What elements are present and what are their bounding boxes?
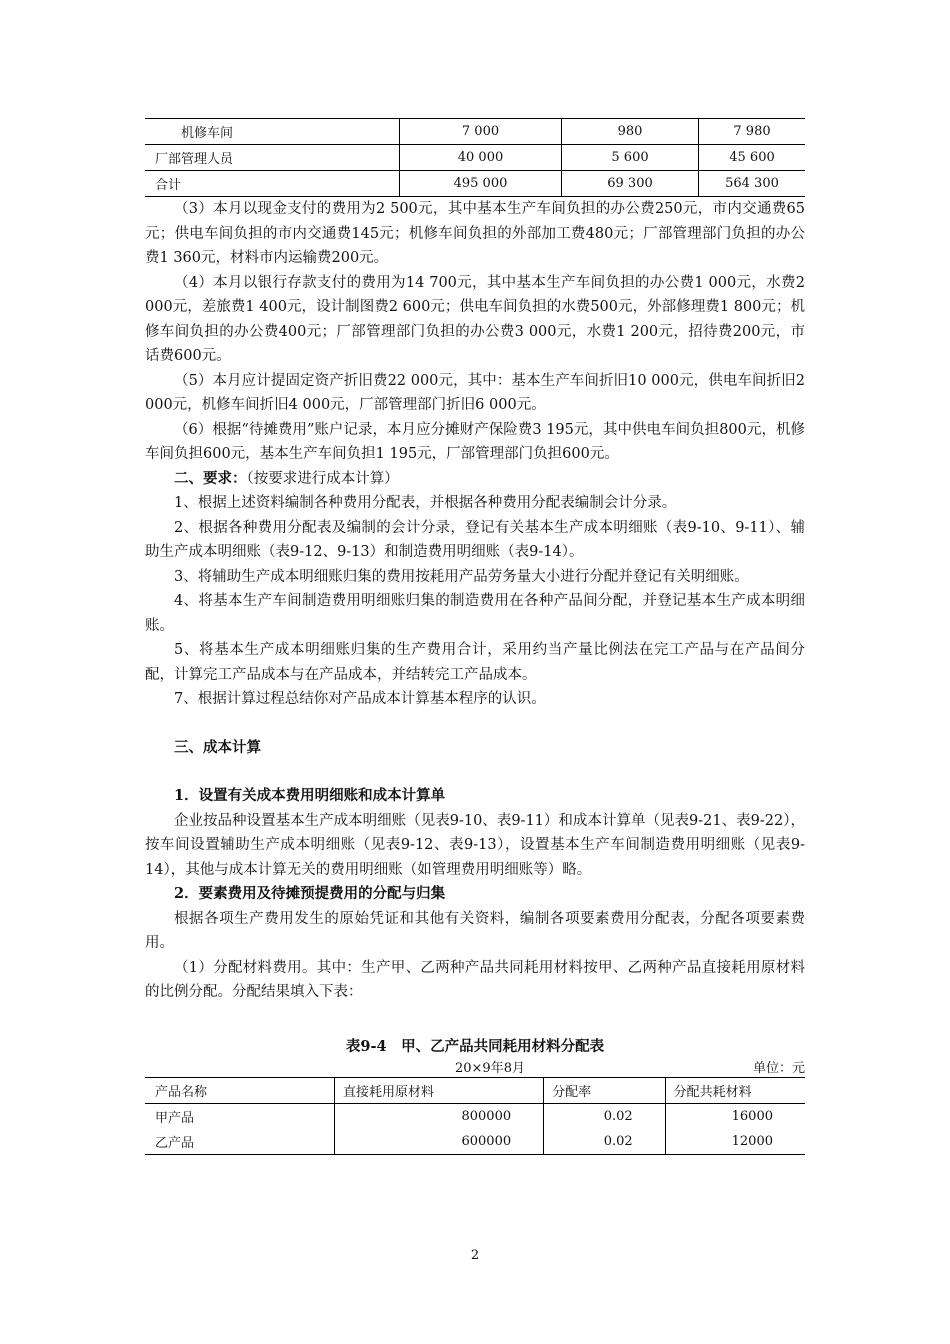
section-3-heading: 三、成本计算 <box>174 738 261 756</box>
cell-value: 600000 <box>334 1129 543 1155</box>
table-date: 20×9年8月 <box>455 1060 525 1076</box>
requirement-2: 2、根据各种费用分配表及编制的会计分录，登记有关基本生产成本明细账（表9-10、9-11）、辅助生产成本明细账（表9-12、9-13）和制造费用明细账（表9-14）。 <box>145 519 805 560</box>
subsection-2-body: 根据各项生产费用发生的原始凭证和其他有关资料，编制各项要素费用分配表，分配各项要素费用。 <box>145 910 805 951</box>
page-number: 2 <box>470 1248 480 1263</box>
cell-value: 495 000 <box>400 171 562 197</box>
wage-allocation-table-fragment <box>145 118 805 197</box>
cell-value: 69 300 <box>562 171 699 197</box>
subsection-1-body: 企业按品种设置基本生产成本明细账（见表9-10、表9-11）和成本计算单（见表9-21、表9-22），按车间设置辅助生产成本明细账（见表9-12、表9-13），设置基本生产车间制造费用明细账（见表9-14），其他与成本计算无关的费用明细账（如管理费用明细账等）略。 <box>145 812 805 878</box>
row-name: 机修车间 <box>145 119 400 145</box>
cell-value: 980 <box>562 119 699 145</box>
paragraph-bank-expenses: （4）本月以银行存款支付的费用为14 700元，其中基本生产车间负担的办公费1 000元，水费2 000元，差旅费1 400元，设计制图费2 600元；供电车间负担的水费500元，外部修理费1 800元；机修车间负担的办公费400元；厂部管理部门负担的办公费3 000元，水费1 200元，招待费200元，市话费600元。 <box>145 274 805 364</box>
document-page <box>145 118 805 1155</box>
requirement-1: 1、根据上述资料编制各种费用分配表，并根据各种费用分配表编制会计分录。 <box>174 495 677 511</box>
product-name: 甲产品 <box>155 1110 195 1126</box>
table-row <box>145 119 805 145</box>
table-subheader <box>145 1057 805 1077</box>
paragraph-depreciation: （5）本月应计提固定资产折旧费22 000元，其中：基本生产车间折旧10 000元，供电车间折旧2 000元，机修车间折旧4 000元，厂部管理部门折旧6 000元。 <box>145 372 805 413</box>
subsection-2-heading: 2．要素费用及待摊预提费用的分配与归集 <box>174 885 446 902</box>
column-header: 直接耗用原材料 <box>334 1077 543 1103</box>
paragraph-cash-expenses: （3）本月以现金支付的费用为2 500元，其中基本生产车间负担的办公费250元，市内交通费65元；供电车间负担的市内交通费145元；机修车间负担的外部加工费480元；厂部管理部门负担的办公费1 360元，材料市内运输费200元。 <box>145 201 805 266</box>
cell-value: 7 000 <box>400 119 562 145</box>
subsection-1-heading: 1．设置有关成本费用明细账和成本计算单 <box>174 787 446 804</box>
table-row <box>145 171 805 197</box>
table-row <box>145 145 805 171</box>
table-row <box>145 1129 805 1155</box>
requirement-4: 4、将基本生产车间制造费用明细账归集的制造费用在各种产品间分配，并登记基本生产成本明细账。 <box>145 593 805 634</box>
requirement-5: 5、将基本生产成本明细账归集的生产费用合计，采用约当产量比例法在完工产品与在产品间分配，计算完工产品成本与在产品成本，并结转完工产品成本。 <box>145 642 805 683</box>
requirement-7: 7、根据计算过程总结你对产品成本计算基本程序的认识。 <box>174 691 546 707</box>
requirement-3: 3、将辅助生产成本明细账归集的费用按耗用产品劳务量大小进行分配并登记有关明细账。 <box>174 568 749 585</box>
cell-value: 45 600 <box>699 145 806 171</box>
cell-value: 0.02 <box>544 1103 666 1129</box>
paragraph-prepaid-expenses: （6）根据“待摊费用”账户记录，本月应分摊财产保险费3 195元，其中供电车间负担800元，机修车间负担600元，基本生产车间负担1 195元，厂部管理部门负担600元。 <box>145 421 805 462</box>
material-allocation-paragraph: （1）分配材料费用。其中：生产甲、乙两种产品共同耗用材料按甲、乙两种产品直接耗用原材料的比例分配。分配结果填入下表： <box>145 959 805 1000</box>
table-caption: 表9-4 甲、乙产品共同耗用材料分配表 <box>345 1037 605 1055</box>
cell-value: 564 300 <box>699 171 806 197</box>
table-header-row <box>145 1077 805 1103</box>
cell-value: 5 600 <box>562 145 699 171</box>
requirements-note: （按要求进行成本计算） <box>246 470 399 487</box>
cell-value: 800000 <box>334 1103 543 1129</box>
product-name: 乙产品 <box>155 1135 195 1151</box>
table-unit: 单位：元 <box>752 1060 805 1076</box>
requirements-title: 二、要求： <box>174 469 247 487</box>
column-header: 分配共耗材料 <box>665 1077 805 1103</box>
cell-value: 0.02 <box>544 1129 666 1155</box>
material-allocation-table <box>145 1077 805 1155</box>
table-row <box>145 1103 805 1129</box>
cell-value: 7 980 <box>699 119 806 145</box>
cell-value: 40 000 <box>400 145 562 171</box>
cell-value: 12000 <box>665 1129 805 1155</box>
cell-value: 16000 <box>665 1103 805 1129</box>
column-header: 分配率 <box>544 1077 666 1103</box>
column-header: 产品名称 <box>145 1077 334 1103</box>
row-name: 厂部管理人员 <box>145 145 400 171</box>
row-name: 合计 <box>155 178 182 193</box>
requirements-heading <box>145 467 805 492</box>
